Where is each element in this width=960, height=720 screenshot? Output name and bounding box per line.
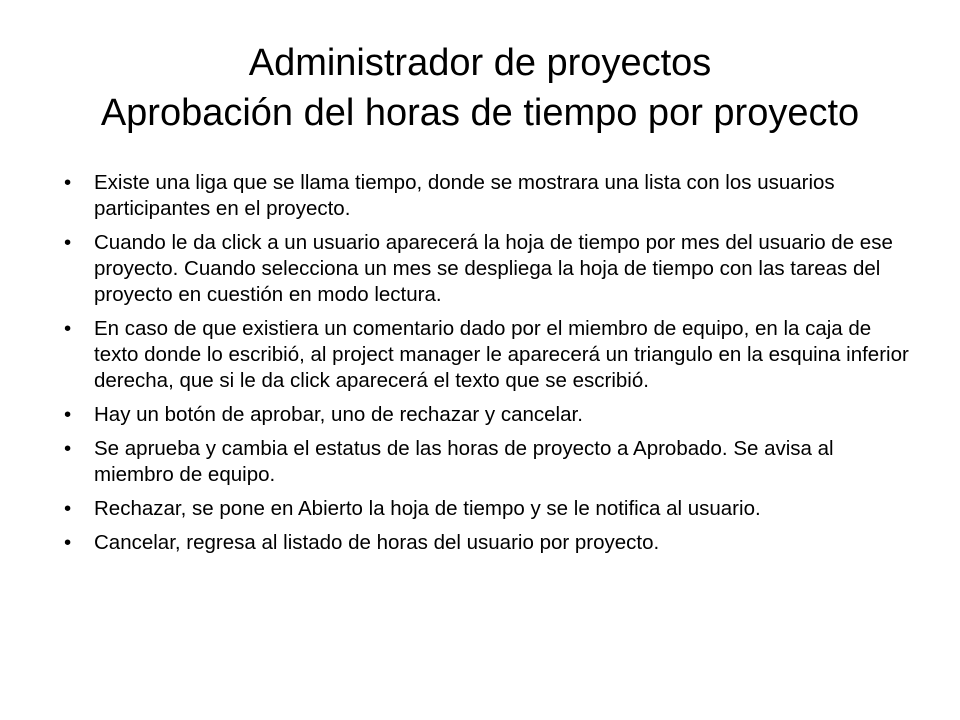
bullet-item xyxy=(64,230,914,308)
bullet-item xyxy=(64,170,914,222)
bullet-text: Se aprueba y cambia el estatus de las horas de proyecto a Aprobado. Se avisa al miembro de equipo. xyxy=(94,437,834,486)
bullet-item xyxy=(64,402,914,428)
bullet-dot-icon: • xyxy=(64,317,72,340)
bullet-dot-icon: • xyxy=(64,437,72,460)
slide-title xyxy=(48,38,912,138)
bullet-text: Cancelar, regresa al listado de horas del usuario por proyecto. xyxy=(94,531,660,554)
bullet-dot-icon: • xyxy=(64,231,72,254)
bullet-item xyxy=(64,436,914,488)
bullet-text: Hay un botón de aprobar, uno de rechazar y cancelar. xyxy=(94,403,583,426)
bullet-dot-icon: • xyxy=(64,497,72,520)
bullet-dot-icon: • xyxy=(64,403,72,426)
slide-title-line-2: Aprobación del horas de tiempo por proyecto xyxy=(100,92,860,134)
bullet-list xyxy=(64,170,914,564)
bullet-text: Existe una liga que se llama tiempo, donde se mostrara una lista con los usuarios participantes en el proyecto. xyxy=(94,171,835,220)
bullet-item xyxy=(64,496,914,522)
bullet-text: Rechazar, se pone en Abierto la hoja de tiempo y se le notifica al usuario. xyxy=(94,497,761,520)
bullet-text: Cuando le da click a un usuario aparecerá la hoja de tiempo por mes del usuario de ese proyecto. Cuando selecciona un mes se despliega la hoja de tiempo con las tareas del proyecto en cuestión en modo lectura. xyxy=(94,231,893,306)
slide-title-line-1: Administrador de proyectos xyxy=(248,42,712,84)
bullet-item xyxy=(64,530,914,556)
bullet-text: En caso de que existiera un comentario dado por el miembro de equipo, en la caja de texto donde lo escribió, al project manager le aparecerá un triangulo en la esquina inferior derecha, que si le da click aparecerá el texto que se escribió. xyxy=(94,317,909,392)
bullet-item xyxy=(64,316,914,394)
bullet-dot-icon: • xyxy=(64,171,72,194)
bullet-dot-icon: • xyxy=(64,531,72,554)
